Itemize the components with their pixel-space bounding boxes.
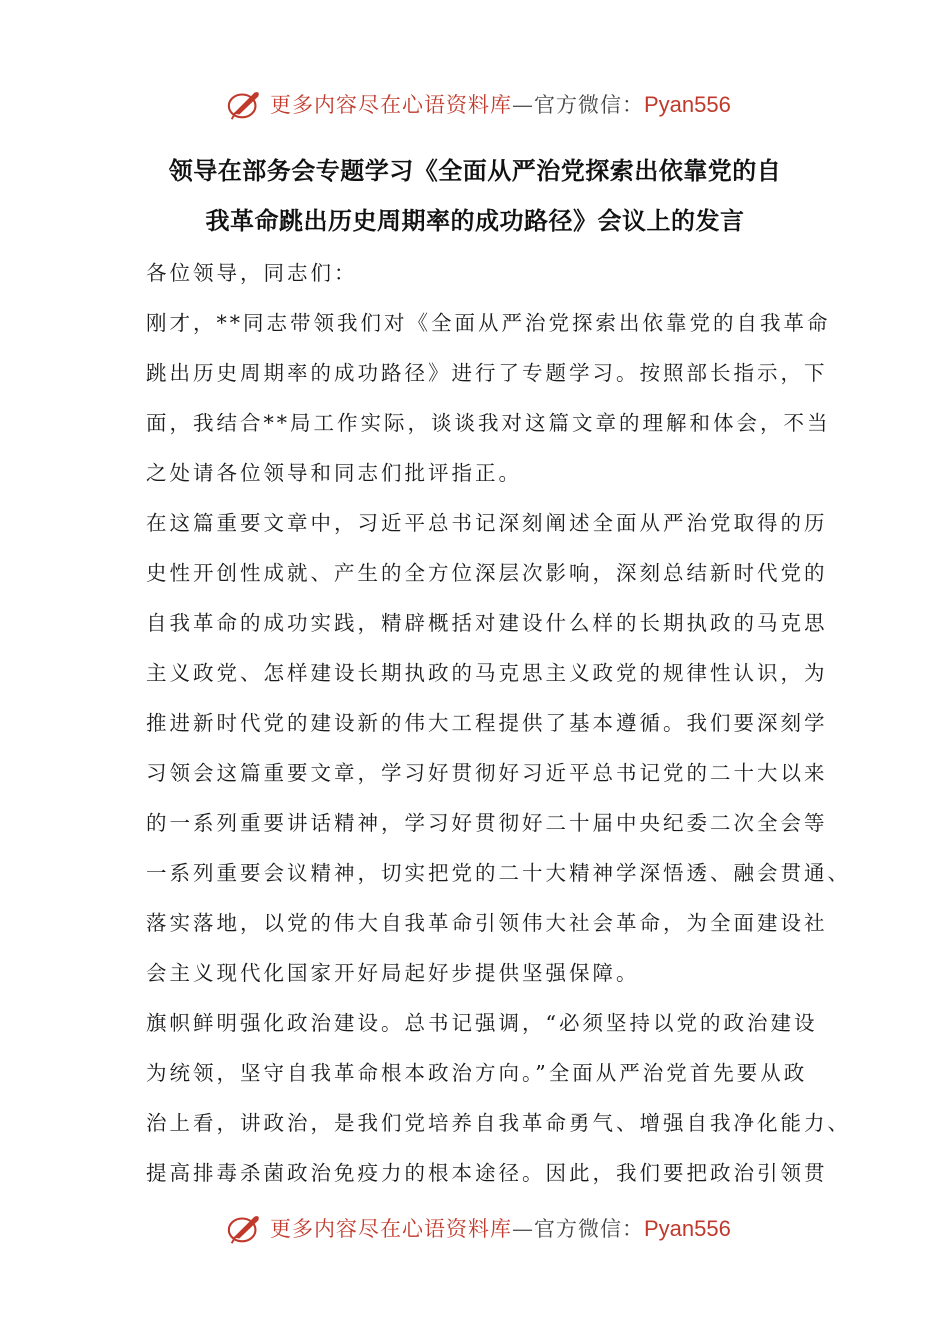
watermark-contact-id: Pyan556 [644,1216,731,1241]
text-line: 主义政党、怎样建设长期执政的马克思主义政党的规律性认识，为 [146,661,828,685]
text-line: 治上看，讲政治，是我们党培养自我革命勇气、增强自我净化能力、 [146,1111,851,1135]
text-line: 面，我结合**局工作实际，谈谈我对这篇文章的理解和体会，不当 [146,411,831,435]
watermark-brand: 更多内容尽在心语资料库 [270,1217,512,1241]
watermark-text [270,1213,731,1243]
watermark-contact-label: 官方微信： [534,93,644,117]
text-line: 提高排毒杀菌政治免疫力的根本途径。因此，我们要把政治引领贯 [146,1161,828,1185]
text-line: 自我革命的成功实践，精辟概括对建设什么样的长期执政的马克思 [146,611,828,635]
watermark-contact-label: 官方微信： [534,1217,644,1241]
text-line: 推进新时代党的建设新的伟大工程提供了基本遵循。我们要深刻学 [146,711,828,735]
watermark-separator: — [512,93,534,117]
text-line: 跳出历史周期率的成功路径》进行了专题学习。按照部长指示，下 [146,361,828,385]
text-line: 史性开创性成就、产生的全方位深层次影响，深刻总结新时代党的 [146,561,828,585]
quill-pen-icon [226,1209,264,1247]
document-title-line-2: 我革命跳出历史周期率的成功路径》会议上的发言 [205,207,745,235]
text-line: 刚才，**同志带领我们对《全面从严治党探索出依靠党的自我革命 [146,311,831,335]
watermark-contact-id: Pyan556 [644,92,731,117]
text-line: 的一系列重要讲话精神，学习好贯彻好二十届中央纪委二次全会等 [146,811,828,835]
watermark-separator: — [512,1217,534,1241]
text-line: 习领会这篇重要文章，学习好贯彻好习近平总书记党的二十大以来 [146,761,828,785]
quill-pen-icon [226,85,264,123]
text-line: 为统领，坚守自我革命根本政治方向。”全面从严治党首先要从政 [146,1061,808,1085]
watermark-brand: 更多内容尽在心语资料库 [270,93,512,117]
text-line: 旗帜鲜明强化政治建设。总书记强调，“必须坚持以党的政治建设 [146,1011,818,1035]
header-watermark [226,84,731,124]
watermark-text [270,89,731,119]
text-line: 在这篇重要文章中，习近平总书记深刻阐述全面从严治党取得的历 [146,511,828,535]
text-line: 会主义现代化国家开好局起好步提供坚强保障。 [146,961,640,985]
footer-watermark [226,1208,731,1248]
text-line: 落实落地，以党的伟大自我革命引领伟大社会革命，为全面建设社 [146,911,828,935]
text-line: 各位领导，同志们： [146,261,358,285]
document-title-line-1: 领导在部务会专题学习《全面从严治党探索出依靠党的自 [168,157,782,185]
text-line: 之处请各位领导和同志们批评指正。 [146,461,522,485]
text-line: 一系列重要会议精神，切实把党的二十大精神学深悟透、融会贯通、 [146,861,851,885]
